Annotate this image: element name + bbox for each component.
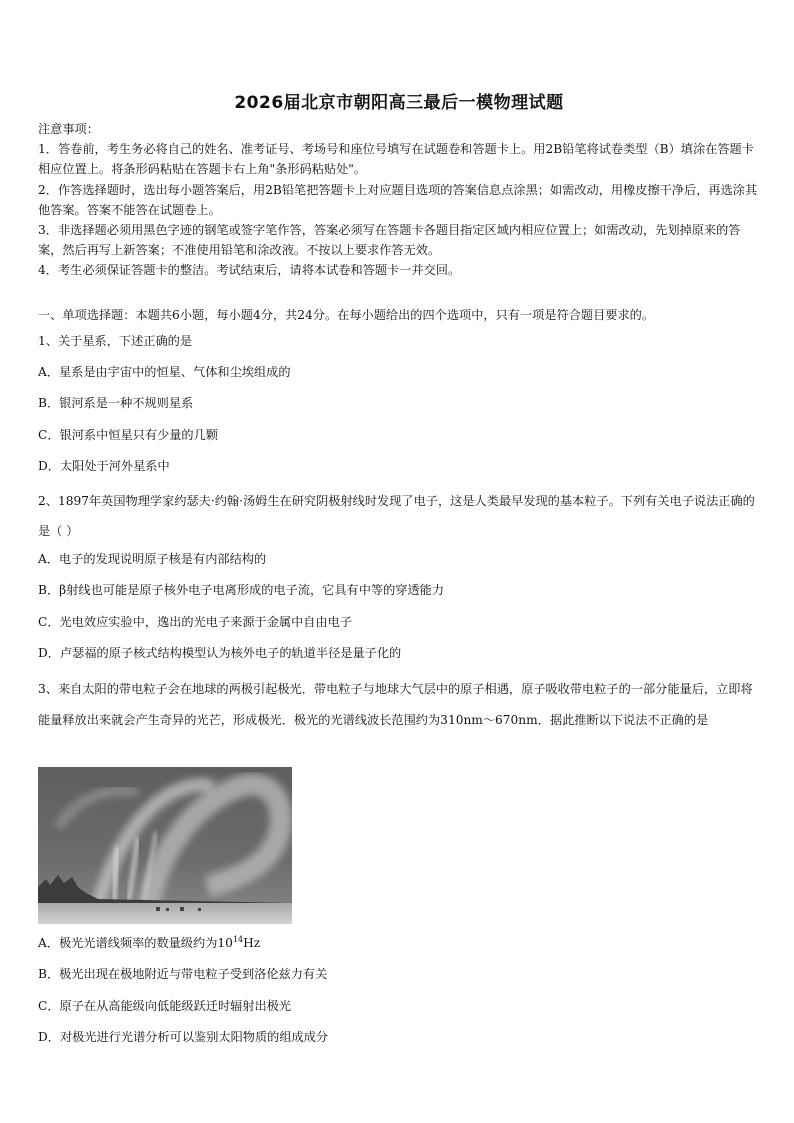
- q3-option-d: D．对极光进行光谱分析可以鉴别太阳物质的组成成分: [38, 1030, 329, 1044]
- q1-option-c: C．银河系中恒星只有少量的几颗: [38, 428, 218, 442]
- q3-option-b: B．极光出现在极地附近与带电粒子受到洛伦兹力有关: [38, 967, 328, 981]
- section-heading: 一、单项选择题：本题共6小题，每小题4分，共24分。在每小题给出的四个选项中，只有一项是符合题目要求的。: [38, 308, 655, 322]
- notes-heading: 注意事项：: [38, 122, 99, 136]
- aurora-photo: [38, 767, 292, 924]
- q2-option-c: C．光电效应实验中，逸出的光电子来源于金属中自由电子: [38, 615, 353, 629]
- aurora-photo-graphic: [38, 767, 292, 924]
- q3-stem: 3、来自太阳的带电粒子会在地球的两极引起极光．带电粒子与地球大气层中的原子相遇，原子吸收带电粒子的一部分能量后，立即将能量释放出来就会产生奇异的光芒，形成极光．极光的光谱线波长范围约为310nm～670nm．据此推断以下说法不正确的是: [38, 682, 753, 727]
- q2-stem: 2、1897年英国物理学家约瑟夫·约翰·汤姆生在研究阴极射线时发现了电子，这是人类最早发现的基本粒子。下列有关电子说法正确的是（ ）: [38, 494, 755, 538]
- q3-option-a: [38, 933, 760, 953]
- q3-option-a-unit: Hz: [243, 936, 261, 950]
- q3-option-a-exponent: 14: [232, 934, 244, 944]
- page-title: 2026届北京市朝阳高三最后一模物理试题: [234, 93, 564, 113]
- notes-block: [38, 119, 760, 281]
- q3-option-c: C．原子在从高能级向低能级跃迁时辐射出极光: [38, 999, 292, 1013]
- q1-option-a: A．星系是由宇宙中的恒星、气体和尘埃组成的: [38, 365, 291, 379]
- note-item-1: 1．答卷前，考生务必将自己的姓名、准考证号、考场号和座位号填写在试题卷和答题卡上。用2B铅笔将试卷类型（B）填涂在答题卡相应位置上。将条形码粘贴在答题卡右上角"条形码粘贴处"。: [38, 142, 754, 177]
- q1-option-d: D．太阳处于河外星系中: [38, 459, 170, 473]
- note-item-3: 3．非选择题必须用黑色字迹的钢笔或签字笔作答，答案必须写在答题卡各题目指定区域内相应位置上；如需改动，先划掉原来的答案，然后再写上新答案；不准使用铅笔和涂改液。不按以上要求作答无效。: [38, 223, 741, 258]
- q1-stem: 1、关于星系，下述正确的是: [38, 334, 193, 348]
- q2-option-d: D．卢瑟福的原子核式结构模型认为核外电子的轨道半径是量子化的: [38, 646, 402, 660]
- q1-option-b: B．银河系是一种不规则星系: [38, 396, 194, 410]
- q2-option-a: A．电子的发现说明原子核是有内部结构的: [38, 552, 267, 566]
- q3-option-a-text: A．极光光谱线频率的数量级约为10: [38, 936, 233, 950]
- note-item-4: 4．考生必须保证答题卡的整洁。考试结束后，请将本试卷和答题卡一并交回。: [38, 263, 461, 278]
- q2-option-b: B．β射线也可能是原子核外电子电离形成的电子流，它具有中等的穿透能力: [38, 583, 445, 597]
- note-item-2: 2．作答选择题时，选出每小题答案后，用2B铅笔把答题卡上对应题目选项的答案信息点涂黑；如需改动，用橡皮擦干净后，再选涂其他答案。答案不能答在试题卷上。: [38, 182, 758, 217]
